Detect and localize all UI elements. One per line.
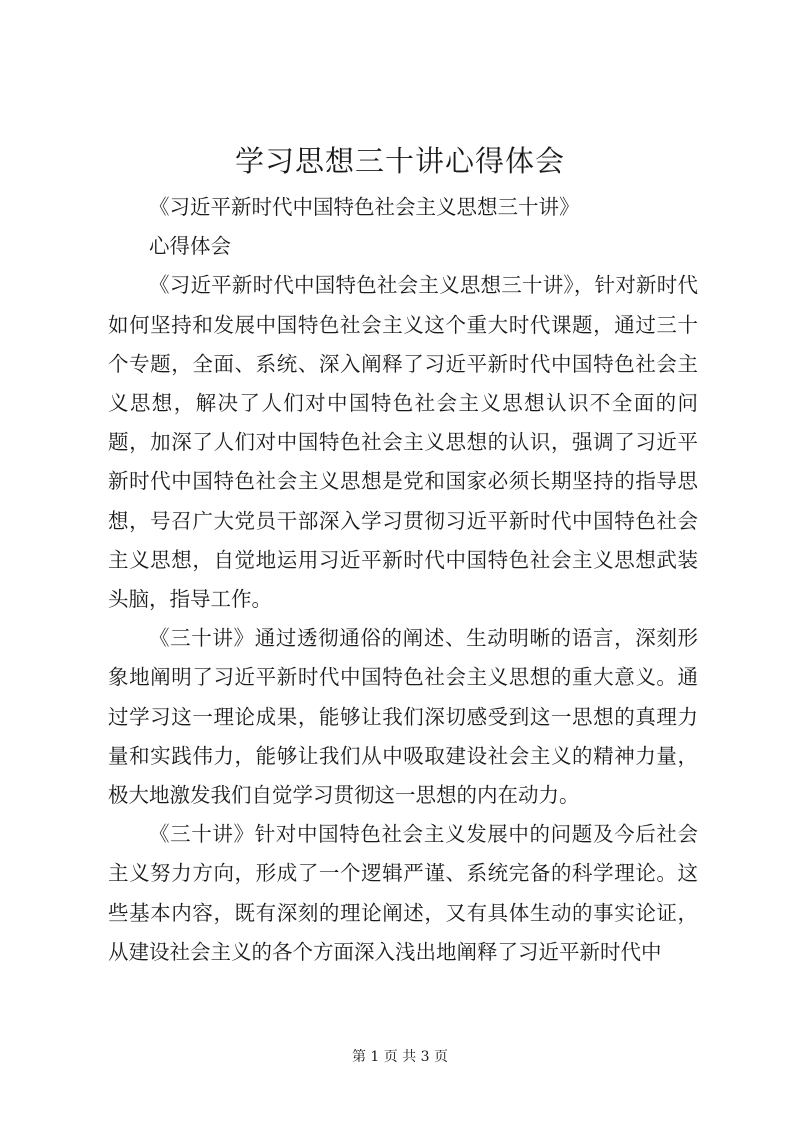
- document-title: 学习思想三十讲心得体会: [234, 144, 565, 178]
- body-paragraph-significance: 《三十讲》通过透彻通俗的阐述、生动明晰的语言，深刻形象地阐明了习近平新时代中国特色社会主义思想的重大意义。通过学习这一理论成果，能够让我们深切感受到这一思想的真理力量和实践伟力，能够让我们从中吸取建设社会主义的精神力量，极大地激发我们自觉学习贯彻这一思想的内在动力。: [108, 626, 698, 808]
- book-title-line: 《习近平新时代中国特色社会主义思想三十讲》: [149, 195, 580, 219]
- subtitle-line: 心得体会: [149, 234, 231, 259]
- page-footer: 第 1 页 共 3 页: [351, 1049, 449, 1065]
- document-body: [108, 188, 698, 972]
- body-paragraph-content: 《三十讲》针对中国特色社会主义发展中的问题及今后社会主义努力方向，形成了一个逻辑严谨、系统完备的科学理论。这些基本内容，既有深刻的理论阐述，又有具体生动的事实论证，从建设社会主义的各个方面深入浅出地阐释了习近平新时代中: [108, 822, 698, 964]
- body-paragraph-intro: 《习近平新时代中国特色社会主义思想三十讲》，针对新时代如何坚持和发展中国特色社会主义这个重大时代课题，通过三十个专题，全面、系统、深入阐释了习近平新时代中国特色社会主义思想，解决了人们对中国特色社会主义思想认识不全面的问题，加深了人们对中国特色社会主义思想的认识，强调了习近平新时代中国特色社会主义思想是党和国家必须长期坚持的指导思想，号召广大党员干部深入学习贯彻习近平新时代中国特色社会主义思想，自觉地运用习近平新时代中国特色社会主义思想武装头脑，指导工作。: [108, 273, 698, 612]
